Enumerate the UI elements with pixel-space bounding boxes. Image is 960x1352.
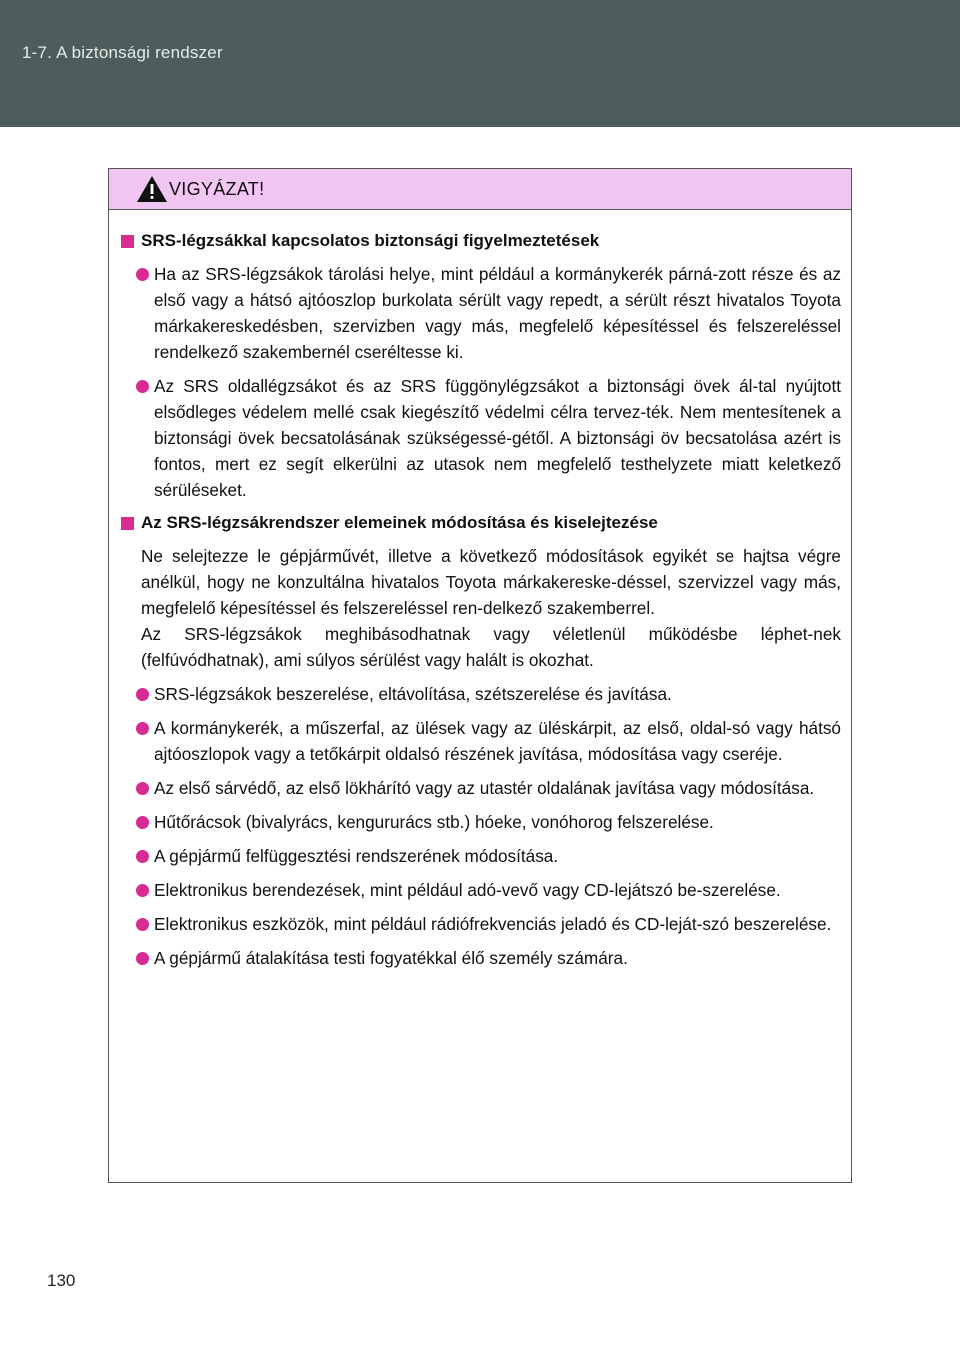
square-bullet-icon (121, 235, 134, 248)
list-item (121, 843, 841, 869)
round-bullet-icon (136, 688, 149, 701)
list-item-text: A kormánykerék, a műszerfal, az ülések vagy az üléskárpit, az első, oldal-só vagy hátsó ajtóoszlopok vagy a tetőkárpit oldalsó részének javítása, módosítása vagy cseréje. (154, 718, 841, 764)
round-bullet-icon (136, 850, 149, 863)
paragraph-text: Ne selejtezze le gépjárművét, illetve a következő módosítások egyikét se hajtsa végre anélkül, hogy ne konzultálna hivatalos Toyota márkakereske-déssel, szervizzel vagy más, megfelelő képesítéssel és felszereléssel ren-delkező szakemberrel. (141, 546, 841, 618)
list-item-text: A gépjármű felfüggesztési rendszerének módosítása. (154, 846, 559, 866)
list-item (121, 681, 841, 707)
section-heading (121, 511, 841, 535)
page-number: 130 (47, 1271, 76, 1290)
list-item-text: Elektronikus berendezések, mint például adó-vevő vagy CD-lejátszó be-szerelése. (154, 880, 781, 900)
list-item (121, 911, 841, 937)
list-item-text: SRS-légzsákok beszerelése, eltávolítása, szétszerelése és javítása. (154, 684, 672, 704)
warning-label: VIGYÁZAT! (169, 179, 265, 199)
list-item (121, 715, 841, 767)
round-bullet-icon (136, 816, 149, 829)
list-item (121, 877, 841, 903)
square-bullet-icon (121, 517, 134, 530)
list-item-text: Az SRS oldallégzsákot és az SRS függönylégzsákot a biztonsági övek ál-tal nyújtott elsődleges védelem mellé csak kiegészítő védelmi célra tervez-ték. Nem mentesítenek a biztonsági övek becsatolásának szükségessé-gétől. A biztonsági öv becsatolása azért is fontos, mert ez segít elkerülni az utasok nem megfelelő testhelyzete miatt keletkező sérüléseket. (154, 376, 841, 500)
paragraph-text: Az SRS-légzsákok meghibásodhatnak vagy véletlenül működésbe léphet-nek (felfúvódhatnak), ami súlyos sérülést vagy halált is okozhat. (141, 624, 841, 670)
section-heading-text: Az SRS-légzsákrendszer elemeinek módosítása és kiselejtezése (141, 513, 658, 532)
warning-triangle-icon (135, 174, 169, 204)
list-item (121, 775, 841, 801)
header-bar (0, 0, 960, 127)
warning-header (109, 169, 851, 210)
round-bullet-icon (136, 952, 149, 965)
round-bullet-icon (136, 268, 149, 281)
list-item (121, 945, 841, 971)
warning-box (108, 168, 852, 1183)
list-item-text: Ha az SRS-légzsákok tárolási helye, mint például a kormánykerék párná-zott része és az első vagy a hátsó ajtóoszlop burkolata sérült vagy repedt, a sérült részt hivatalos Toyota márkakereskedésben, szervizben vagy más, megfelelő képesítéssel és felszereléssel rendelkező szakembernél cseréltesse ki. (154, 264, 841, 362)
list-item-text: Az első sárvédő, az első lökhárító vagy az utastér oldalának javítása vagy módosítása. (154, 778, 815, 798)
paragraph (121, 543, 841, 673)
section-title: 1-7. A biztonsági rendszer (22, 43, 223, 62)
round-bullet-icon (136, 918, 149, 931)
list-item (121, 373, 841, 503)
list-item-text: A gépjármű átalakítása testi fogyatékkal élő személy számára. (154, 948, 628, 968)
round-bullet-icon (136, 884, 149, 897)
round-bullet-icon (136, 722, 149, 735)
list-item-text: Elektronikus eszközök, mint például rádiófrekvenciás jeladó és CD-leját-szó beszerelése. (154, 914, 832, 934)
round-bullet-icon (136, 782, 149, 795)
list-item (121, 809, 841, 835)
section-heading-text: SRS-légzsákkal kapcsolatos biztonsági figyelmeztetések (141, 231, 600, 250)
list-item-text: Hűtőrácsok (bivalyrács, kengururács stb.) hóeke, vonóhorog felszerelése. (154, 812, 714, 832)
section-heading (121, 229, 841, 253)
round-bullet-icon (136, 380, 149, 393)
warning-body (109, 210, 851, 971)
list-item (121, 261, 841, 365)
